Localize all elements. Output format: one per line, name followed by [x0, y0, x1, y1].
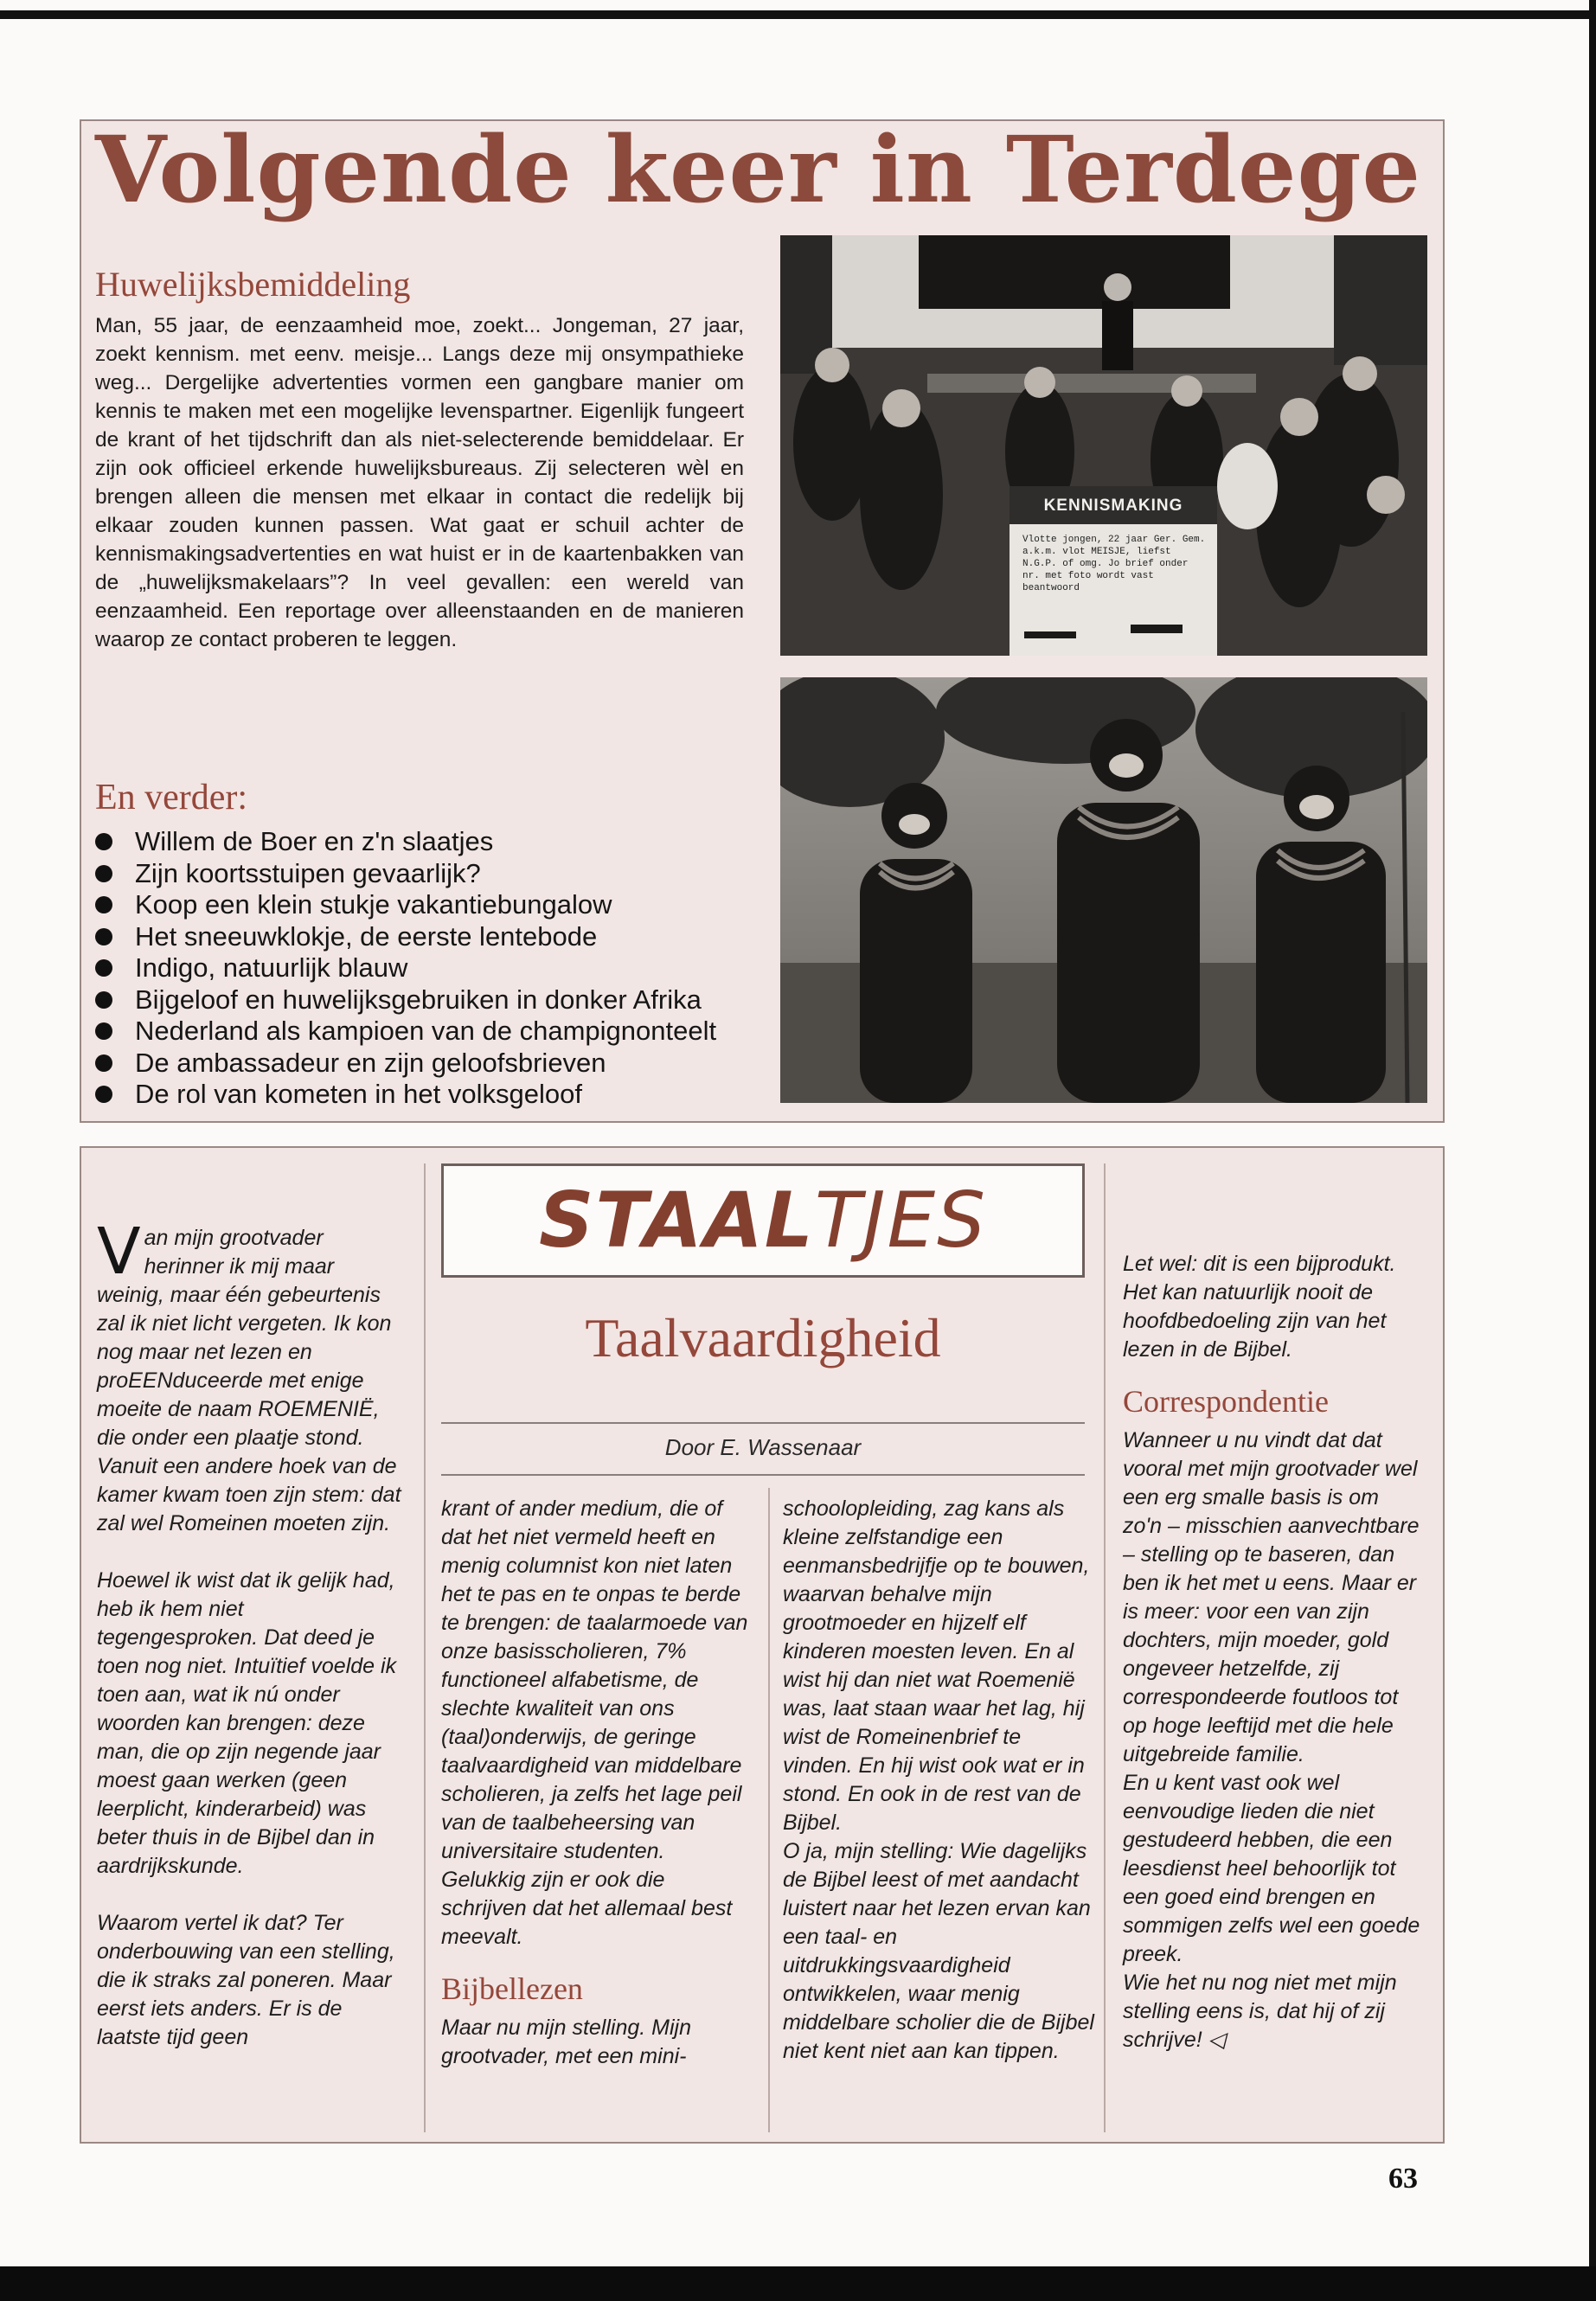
bullet-icon: [95, 928, 112, 945]
list-item: Willem de Boer en z'n slaatjes: [95, 826, 716, 858]
paragraph: Waarom vertel ik dat? Ter onderbouwing van een stelling, die ik straks zal poneren. Maar eerst iets anders. Er is de laatste tijd geen: [97, 1911, 395, 2049]
list-item: Zijn koortsstuipen gevaarlijk?: [95, 858, 716, 890]
sign-text: Vlotte jongen, 22 jaar Ger. Gem. a.k.m. vlot MEISJE, liefst N.G.P. of omg. Jo brief onder nr. met foto wordt vast beantwoord: [1022, 535, 1206, 593]
african-women-illustration: [780, 677, 1427, 1103]
bullet-icon: [95, 1086, 112, 1103]
paragraph: En u kent vast ook wel eenvoudige lieden die niet gestudeerd hebben, die een leesdienst heel behoorlijk tot een goed eind brengen en sommigen zelfs wel een goede preek.: [1123, 1771, 1420, 1966]
paragraph: an mijn grootvader herinner ik mij maar weinig, maar één gebeurtenis zal ik niet licht vergeten. Ik kon nog maar net lezen en proEENduceerde met enige moeite de naam ROEMENIË, die onder een plaatje stond. Vanuit een andere hoek van de kamer kwam toen zijn stem: dat zal wel Romeinen moeten zijn.: [97, 1226, 401, 1535]
list-item: Indigo, natuurlijk blauw: [95, 952, 716, 984]
column-divider: [424, 1163, 426, 2132]
bullet-icon: [95, 1054, 112, 1072]
en-verder-list: [95, 826, 716, 1111]
page-headline: Volgende keer in Terdege: [95, 115, 1421, 223]
bullet-icon: [95, 991, 112, 1009]
article-column-1: [97, 1215, 404, 2052]
article-column-2: [441, 1495, 754, 2071]
photo-african-women: [780, 677, 1427, 1103]
bottom-border: [0, 2266, 1596, 2301]
list-item: Het sneeuwklokje, de eerste lentebode: [95, 921, 716, 953]
right-border: [1589, 0, 1596, 2301]
list-item: Koop een klein stukje vakantiebungalow: [95, 889, 716, 921]
divider-line: [441, 1422, 1085, 1424]
article-column-3: [783, 1495, 1094, 2066]
paragraph: O ja, mijn stelling: Wie dagelijks de Bijbel leest of met aandacht luistert naar het lezen ervan kan een taal- en uitdrukkingsvaardigheid ontwikkelen, waar menig middelbare scholier die de Bijbel niet kent niet aan kan tippen.: [783, 1839, 1094, 2063]
list-item: Nederland als kampioen van de champignonteelt: [95, 1016, 716, 1048]
page-number: 63: [1388, 2163, 1418, 2195]
section-heading-en-verder: En verder:: [95, 778, 248, 817]
staaltjes-title: STAALTJES: [538, 1176, 988, 1265]
bullet-icon: [95, 865, 112, 882]
subheading-bijbellezen: Bijbellezen: [441, 1971, 583, 2006]
paragraph: Wanneer u nu vindt dat dat vooral met mijn grootvader wel een erg smalle basis is om zo'n – misschien aanvechtbare – stelling op te baseren, dan ben ik het met u eens. Maar er is meer: voor een van zijn dochters, mijn moeder, gold ongeveer hetzelfde, zij correspondeerde foutloos tot op hoge leeftijd met die hele uitgebreide familie.: [1123, 1428, 1420, 1766]
paragraph: Wie het nu nog niet met mijn stelling eens is, dat hij of zij schrijve! ◁: [1123, 1971, 1397, 2052]
divider-line: [441, 1474, 1085, 1476]
article-column-4: [1123, 1250, 1421, 2054]
bullet-icon: [95, 1022, 112, 1040]
paragraph: krant of ander medium, die of dat het niet vermeld heeft en menig columnist kon niet laten het te pas en te onpas te berde te brengen: de taalarmoede van onze basisscholieren, 7% functioneel alfabetisme, de slechte kwaliteit van ons (taal)onderwijs, de geringe taalvaardigheid van middelbare scholieren, ja zelfs het lage peil van de taalbeheersing van universitaire studenten. Gelukkig zijn er ook die schrijven dat het allemaal best meevalt.: [441, 1497, 748, 1949]
article-title: Taalvaardigheid: [585, 1307, 941, 1368]
list-item: De ambassadeur en zijn geloofsbrieven: [95, 1048, 716, 1080]
byline: Door E. Wassenaar: [664, 1434, 862, 1460]
list-item: De rol van kometen in het volksgeloof: [95, 1079, 716, 1111]
subheading-correspondentie: Correspondentie: [1123, 1384, 1329, 1419]
staaltjes-title-box: [441, 1163, 1085, 1278]
sign-title: KENNISMAKING: [1043, 497, 1183, 515]
list-item: Bijgeloof en huwelijksgebruiken in donker Afrika: [95, 984, 716, 1016]
section-heading-huwelijksbemiddeling: Huwelijksbemiddeling: [95, 265, 411, 304]
bullet-icon: [95, 959, 112, 977]
paragraph: Maar nu mijn stelling. Mijn grootvader, met een mini-: [441, 2016, 691, 2068]
photo-meeting-room: [780, 235, 1427, 656]
drop-cap: V: [97, 1215, 141, 1289]
paragraph: Let wel: dit is een bijprodukt. Het kan natuurlijk nooit de hoofdbedoeling zijn van het lezen in de Bijbel.: [1123, 1252, 1396, 1362]
top-border: [0, 10, 1596, 19]
bullet-icon: [95, 833, 112, 850]
section-body-huwelijksbemiddeling: Man, 55 jaar, de eenzaamheid moe, zoekt... Jongeman, 27 jaar, zoekt kennism. met eenv. meisje... Langs deze mij onsympathieke weg... Dergelijke advertenties vormen een gangbare manier om kennis te maken met een mogelijke levenspartner. Eigenlijk fungeert de krant of het tijdschrift dan als niet-selecterende bemiddelaar. Er zijn ook officieel erkende huwelijksbureaus. Zij selecteren wèl en brengen alleen die mensen met elkaar in contact die redelijk bij elkaar zouden kunnen passen. Wat gaat er schuil achter de kennismakingsadvertenties en wat huist er in de kaartenbakken van de „huwelijksmakelaars”? In veel gevallen: een wereld van eenzaamheid. Een reportage over alleenstaanden en de manieren waarop ze contact proberen te leggen.: [95, 314, 744, 651]
paragraph: schoolopleiding, zag kans als kleine zelfstandige een eenmansbedrijfje op te bouwen, waarvan behalve mijn grootmoeder en hijzelf elf kinderen moesten leven. En al wist hij dan niet wat Roemenië was, laat staan waar het lag, hij wist de Romeinenbrief te vinden. En hij wist ook wat er in stond. En ook in de rest van de Bijbel.: [783, 1497, 1090, 1835]
bullet-icon: [95, 896, 112, 913]
column-divider: [1104, 1163, 1106, 2132]
column-divider: [768, 1488, 770, 2132]
paragraph: Hoewel ik wist dat ik gelijk had, heb ik hem niet tegengesproken. Dat deed je toen nog niet. Intuïtief voelde ik toen aan, wat ik nú onder woorden kan brengen: deze man, die op zijn negende jaar moest gaan werken (geen leerplicht, kinderarbeid) was beter thuis in de Bijbel dan in aardrijkskunde.: [97, 1568, 397, 1878]
